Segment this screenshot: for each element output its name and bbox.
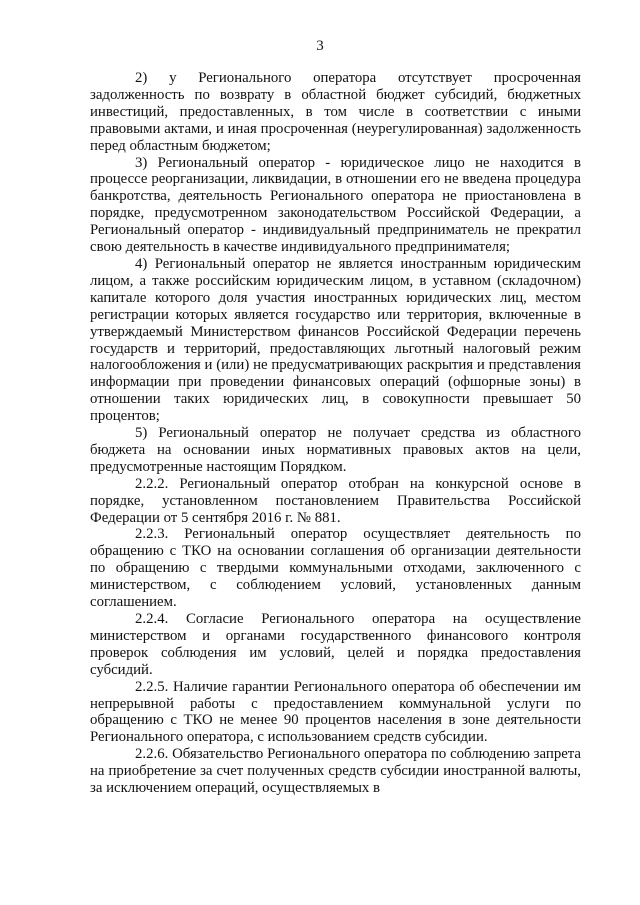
paragraph-2-2-3: 2.2.3. Региональный оператор осуществляет деятельность по обращению с ТКО на основании соглашения об организации деятельности по обращению с твердыми коммунальными отходами, заключенного с министерством, с соблюдением условий, установленных данным соглашением. — [90, 526, 581, 611]
paragraph-item-3: 3) Региональный оператор - юридическое лицо не находится в процессе реорганизации, ликвидации, в отношении его не введена процедура банкротства, деятельность Регионального оператора не приостановлена в порядке, предусмотренном законодательством Российской Федерации, а Региональный оператор - индивидуальный предприниматель не прекратил свою деятельность в качестве индивидуального предпринимателя; — [90, 154, 581, 256]
paragraph-item-2: 2) у Регионального оператора отсутствует просроченная задолженность по возврату в областной бюджет субсидий, бюджетных инвестиций, предоставленных, в том числе в соответствии с иными правовыми актами, и иная просроченная (неурегулированная) задолженность перед областным бюджетом; — [90, 70, 581, 154]
document-body — [90, 70, 581, 797]
paragraph-item-4: 4) Региональный оператор не является иностранным юридическим лицом, а также российским юридическим лицом, в уставном (складочном) капитале которого доля участия иностранных юридических лиц, местом регистрации которых является государство или территория, включенные в утверждаемый Министерством финансов Российской Федерации перечень государств и территорий, предоставляющих льготный налоговый режим налогообложения и (или) не предусматривающих раскрытия и представления информации при проведении финансовых операций (офшорные зоны) в отношении таких юридических лиц, в совокупности превышает 50 процентов; — [90, 255, 581, 425]
paragraph-2-2-4: 2.2.4. Согласие Регионального оператора на осуществление министерством и органами государственного финансового контроля проверок соблюдения им условий, целей и порядка предоставления субсидий. — [90, 611, 581, 678]
page-number: 3 — [316, 38, 324, 54]
paragraph-2-2-6: 2.2.6. Обязательство Регионального оператора по соблюдению запрета на приобретение за счет полученных средств субсидии иностранной валюты, за исключением операций, осуществляемых в — [90, 746, 581, 797]
paragraph-2-2-5: 2.2.5. Наличие гарантии Регионального оператора об обеспечении им непрерывной работы с предоставлением коммунальной услуги по обращению с ТКО не менее 90 процентов населения в зоне деятельности Регионального оператора, с использованием средств субсидии. — [90, 678, 581, 746]
paragraph-item-5: 5) Региональный оператор не получает средства из областного бюджета на основании иных нормативных правовых актов на цели, предусмотренные настоящим Порядком. — [90, 425, 581, 475]
paragraph-2-2-2: 2.2.2. Региональный оператор отобран на конкурсной основе в порядке, установленном постановлением Правительства Российской Федерации от 5 сентября 2016 г. № 881. — [90, 475, 581, 526]
